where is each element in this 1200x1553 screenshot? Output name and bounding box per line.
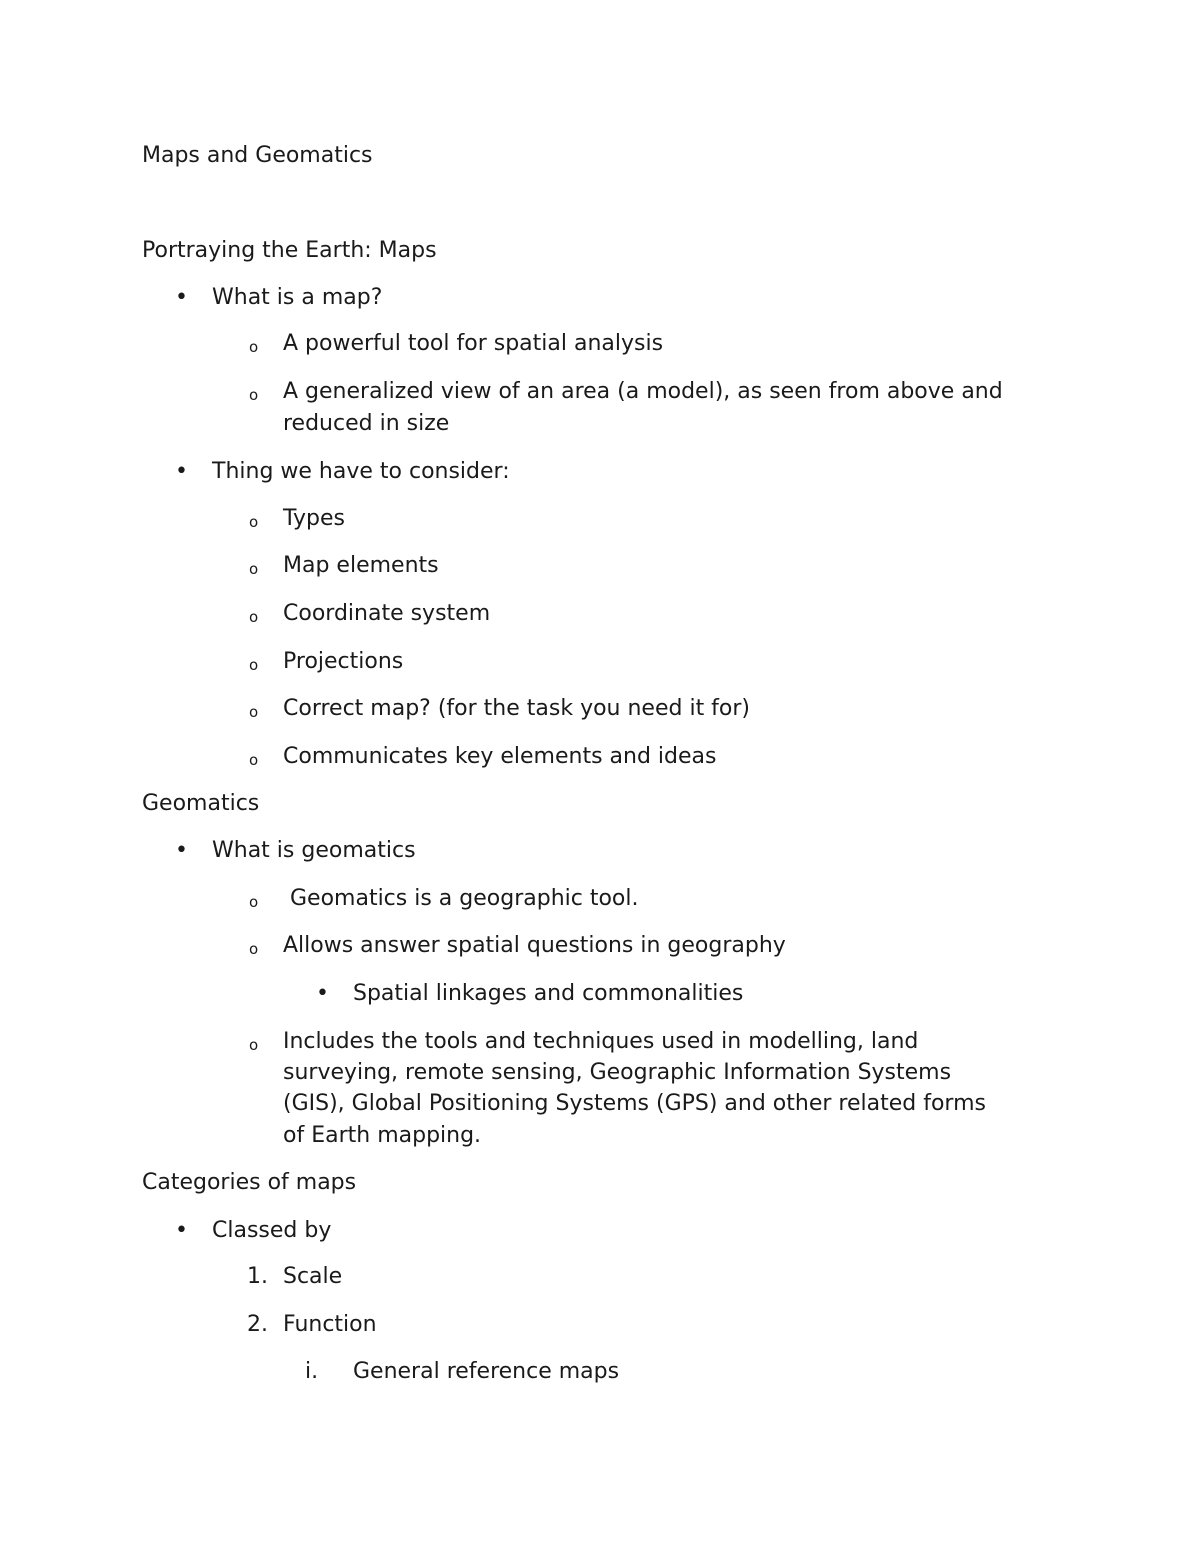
- bullet-marker: •: [316, 981, 329, 1006]
- sub-item-tools-techniques-cont: surveying, remote sensing, Geographic Information Systems: [283, 1060, 952, 1085]
- circle-marker: o: [249, 940, 259, 958]
- number-marker: 2.: [247, 1312, 268, 1337]
- numbered-item-scale: Scale: [283, 1264, 343, 1289]
- circle-marker: o: [249, 338, 259, 356]
- consider-item: Map elements: [283, 553, 439, 578]
- sub-sub-item-spatial-linkages: Spatial linkages and commonalities: [353, 981, 744, 1006]
- circle-marker: o: [249, 656, 259, 674]
- circle-marker: o: [249, 1036, 259, 1054]
- section-heading-maps: Portraying the Earth: Maps: [142, 238, 437, 263]
- document-title: Maps and Geomatics: [142, 143, 373, 168]
- sub-item-generalized-view-cont: reduced in size: [283, 411, 450, 436]
- bullet-classed-by: Classed by: [212, 1218, 332, 1243]
- circle-marker: o: [249, 386, 259, 404]
- sub-item-tools-techniques-cont: (GIS), Global Positioning Systems (GPS) and other related forms: [283, 1091, 986, 1116]
- sub-item-tools-techniques-cont: of Earth mapping.: [283, 1123, 482, 1148]
- bullet-marker: •: [175, 1218, 188, 1243]
- numbered-item-function: Function: [283, 1312, 377, 1337]
- circle-marker: o: [249, 703, 259, 721]
- bullet-what-is-map: What is a map?: [212, 285, 383, 310]
- circle-marker: o: [249, 751, 259, 769]
- circle-marker: o: [249, 560, 259, 578]
- sub-item-tools-techniques: Includes the tools and techniques used in modelling, land: [283, 1029, 919, 1054]
- consider-item: Coordinate system: [283, 601, 491, 626]
- consider-item: Communicates key elements and ideas: [283, 744, 717, 769]
- bullet-consider: Thing we have to consider:: [212, 459, 510, 484]
- bullet-marker: •: [175, 838, 188, 863]
- consider-item: Types: [283, 506, 345, 531]
- sub-item-spatial-questions: Allows answer spatial questions in geography: [283, 933, 786, 958]
- sub-item-powerful-tool: A powerful tool for spatial analysis: [283, 331, 664, 356]
- bullet-marker: •: [175, 459, 188, 484]
- circle-marker: o: [249, 893, 259, 911]
- number-marker: 1.: [247, 1264, 268, 1289]
- section-heading-geomatics: Geomatics: [142, 791, 260, 816]
- bullet-what-is-geomatics: What is geomatics: [212, 838, 416, 863]
- sub-item-generalized-view: A generalized view of an area (a model), as seen from above and: [283, 379, 1003, 404]
- sub-item-geographic-tool: Geomatics is a geographic tool.: [283, 886, 639, 911]
- roman-marker: i.: [305, 1359, 319, 1384]
- consider-item: Correct map? (for the task you need it for): [283, 696, 751, 721]
- circle-marker: o: [249, 513, 259, 531]
- circle-marker: o: [249, 608, 259, 626]
- section-heading-categories: Categories of maps: [142, 1170, 357, 1195]
- roman-item-general-reference: General reference maps: [353, 1359, 620, 1384]
- bullet-marker: •: [175, 285, 188, 310]
- consider-item: Projections: [283, 649, 404, 674]
